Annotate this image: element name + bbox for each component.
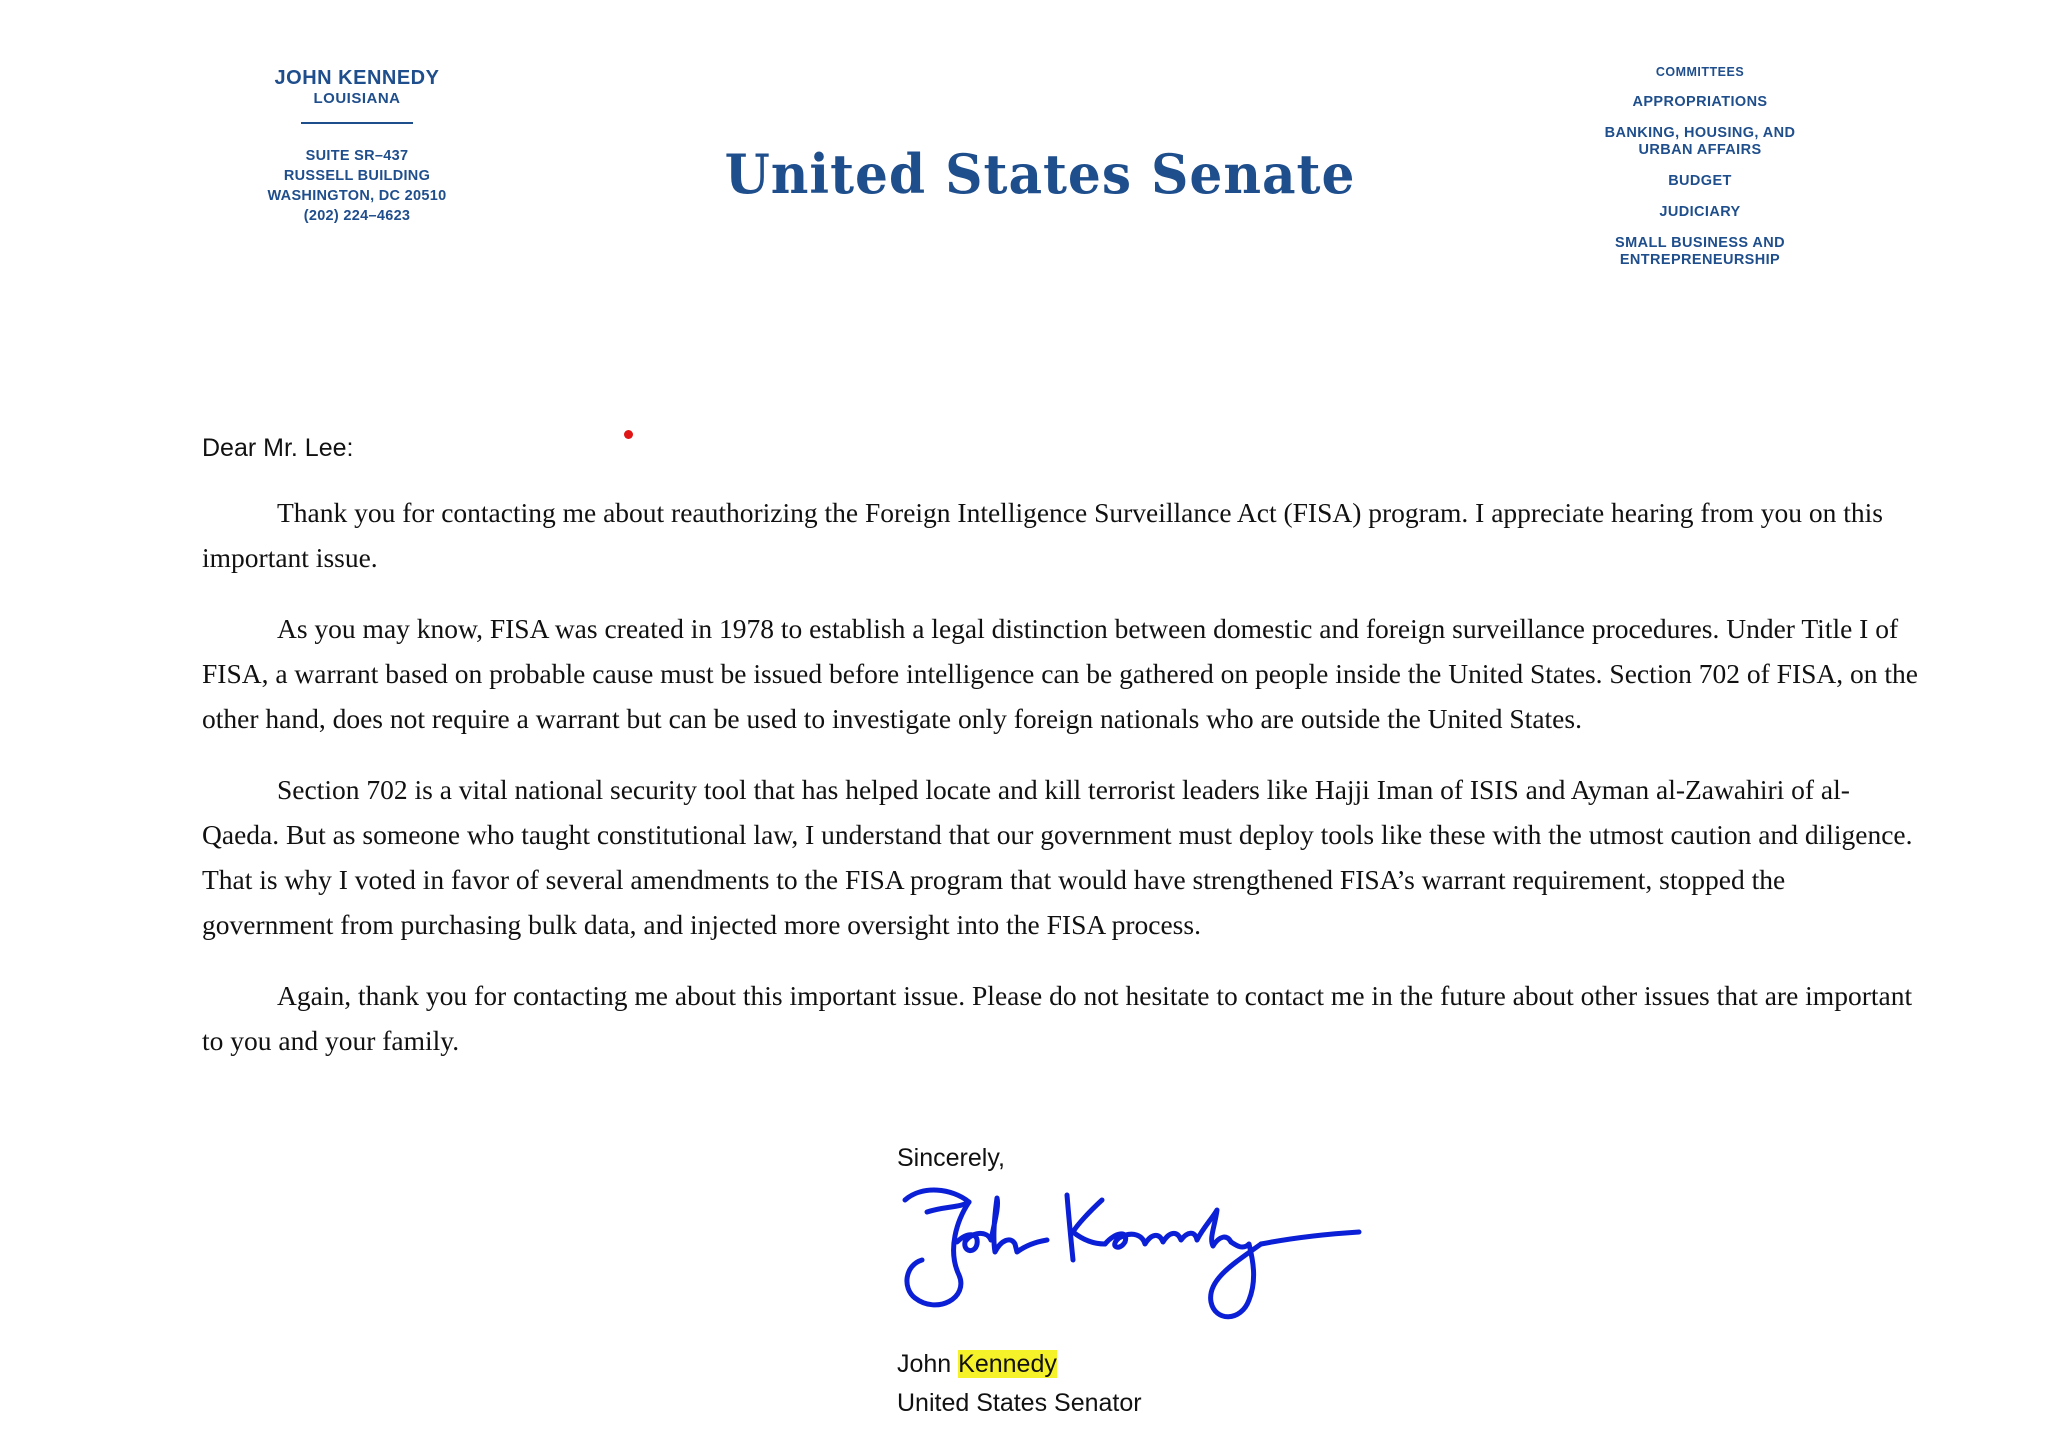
address-line: WASHINGTON, DC 20510: [267, 188, 447, 204]
committees-header: COMMITTEES: [1655, 65, 1745, 79]
signer-first-name: John: [897, 1350, 952, 1378]
committee-item: APPROPRIATIONS: [1632, 94, 1768, 110]
address-line: SUITE SR–437: [305, 148, 409, 164]
body-paragraph: Again, thank you for contacting me about this important issue. Please do not hesitate to contact me in the future about other issues that are important to you and your family.: [202, 980, 1913, 1056]
committees-block: [1560, 64, 1840, 283]
committee-item: BANKING, HOUSING, AND URBAN AFFAIRS: [1604, 125, 1796, 158]
body-paragraph: As you may know, FISA was created in 1978 to establish a legal distinction between domestic and foreign surveillance procedures. Under Title I of FISA, a warrant based on probable cause must be issued before intelligence can be gathered on people inside the United States. Section 702 of FISA, on the other hand, does not require a warrant but can be used to investigate only foreign nationals who are outside the United States.: [202, 613, 1918, 734]
senator-state: LOUISIANA: [313, 90, 401, 107]
letter-body: [202, 490, 1922, 1089]
signer-last-name-highlighted: Kennedy: [958, 1350, 1057, 1378]
senator-name: JOHN KENNEDY: [274, 67, 440, 89]
handwritten-signature: [897, 1180, 1367, 1330]
closing: Sincerely,: [897, 1144, 1005, 1172]
senator-contact-block: [222, 66, 492, 226]
committee-item: BUDGET: [1668, 173, 1732, 189]
signer-name: [897, 1345, 1142, 1384]
address-line: RUSSELL BUILDING: [283, 168, 431, 184]
body-paragraph: Section 702 is a vital national security tool that has helped locate and kill terrorist leaders like Hajji Iman of ISIS and Ayman al-Zawahiri of al-Qaeda. But as someone who taught constitutional law, I understand that our government must deploy tools like these with the utmost caution and diligence. That is why I voted in favor of several amendments to the FISA program that would have strengthened FISA’s warrant requirement, stopped the government from purchasing bulk data, and injected more oversight into the FISA process.: [202, 774, 1913, 940]
letterhead-divider: [301, 122, 413, 124]
committee-item: JUDICIARY: [1659, 204, 1741, 220]
salutation: Dear Mr. Lee:: [202, 434, 354, 462]
senate-title: United States Senate: [724, 142, 1356, 206]
red-dot-mark: [624, 430, 633, 439]
signature-block: [897, 1345, 1142, 1423]
body-paragraph: Thank you for contacting me about reauthorizing the Foreign Intelligence Surveillance Act (FISA) program. I appreciate hearing from you on this important issue.: [202, 497, 1883, 573]
phone-line: (202) 224–4623: [303, 208, 411, 224]
committee-item: SMALL BUSINESS AND ENTREPRENEURSHIP: [1615, 235, 1785, 268]
signer-title: United States Senator: [897, 1389, 1142, 1417]
